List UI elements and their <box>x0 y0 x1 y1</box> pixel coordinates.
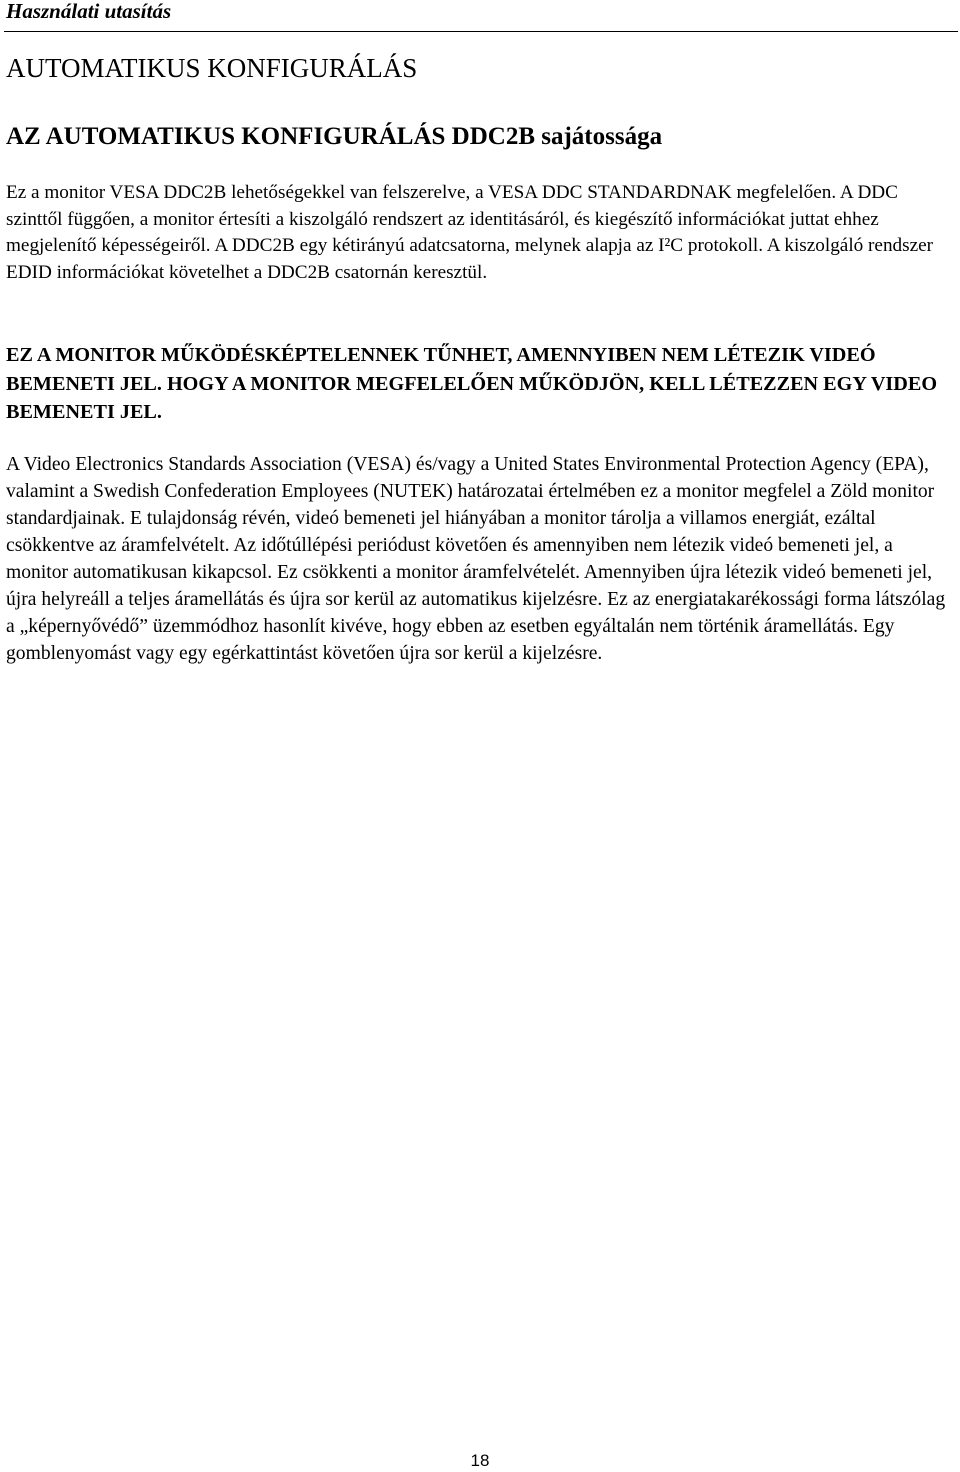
section-title: AUTOMATIKUS KONFIGURÁLÁS <box>6 53 418 83</box>
header-rule <box>4 31 958 32</box>
energy-saving-paragraph: A Video Electronics Standards Association (VESA) és/vagy a United States Environmental Protection Agency (EPA), valamint a Swedish Confederation Employees (NUTEK) határozatai értelmében ez a monitor megfelel a Zöld monitor standardjainak. E tulajdonság révén, videó bemeneti jel hiányában a monitor tárolja a villamos energiát, ezáltal csökkentve az áramfelvételt. Az időtúllépési periódust követően és amennyiben nem létezik videó bemeneti jel, a monitor automatikusan kikapcsol. Ez csökkenti a monitor áramfelvételét. Amennyiben újra létezik videó bemeneti jel, újra helyreáll a teljes áramellátás és újra sor kerül az automatikus kijelzésre. Ez az energiatakarékossági forma látszólag a „képernyővédő” üzemmódhoz hasonlít kivéve, hogy ebben az esetben egyáltalán nem történik áramellátás. Egy gomblenyomást vagy egy egérkattintást követően újra sor kerül a kijelzésre. <box>6 454 946 664</box>
running-header: Használati utasítás <box>6 0 172 23</box>
page-number: 18 <box>470 1451 490 1470</box>
ddc-paragraph: Ez a monitor VESA DDC2B lehetőségekkel van felszerelve, a VESA DDC STANDARDNAK megfelelően. A DDC szinttől függően, a monitor értesíti a kiszolgáló rendszert az identitásáról, és kiegészítő információkat juttat ehhez megjelenítő képességeiről. A DDC2B egy kétirányú adatcsatorna, melynek alapja az I²C protokoll. A kiszolgáló rendszer EDID információkat követelhet a DDC2B csatornán keresztül. <box>6 182 934 283</box>
section-subtitle: AZ AUTOMATIKUS KONFIGURÁLÁS DDC2B sajátossága <box>6 123 663 150</box>
warning-notice: EZ A MONITOR MŰKÖDÉSKÉPTELENNEK TŰNHET, AMENNYIBEN NEM LÉTEZIK VIDEÓ BEMENETI JEL. HOGY A MONITOR MEGFELELŐEN MŰKÖDJÖN, KELL LÉTEZZEN EGY VIDEO BEMENETI JEL. <box>6 344 938 423</box>
